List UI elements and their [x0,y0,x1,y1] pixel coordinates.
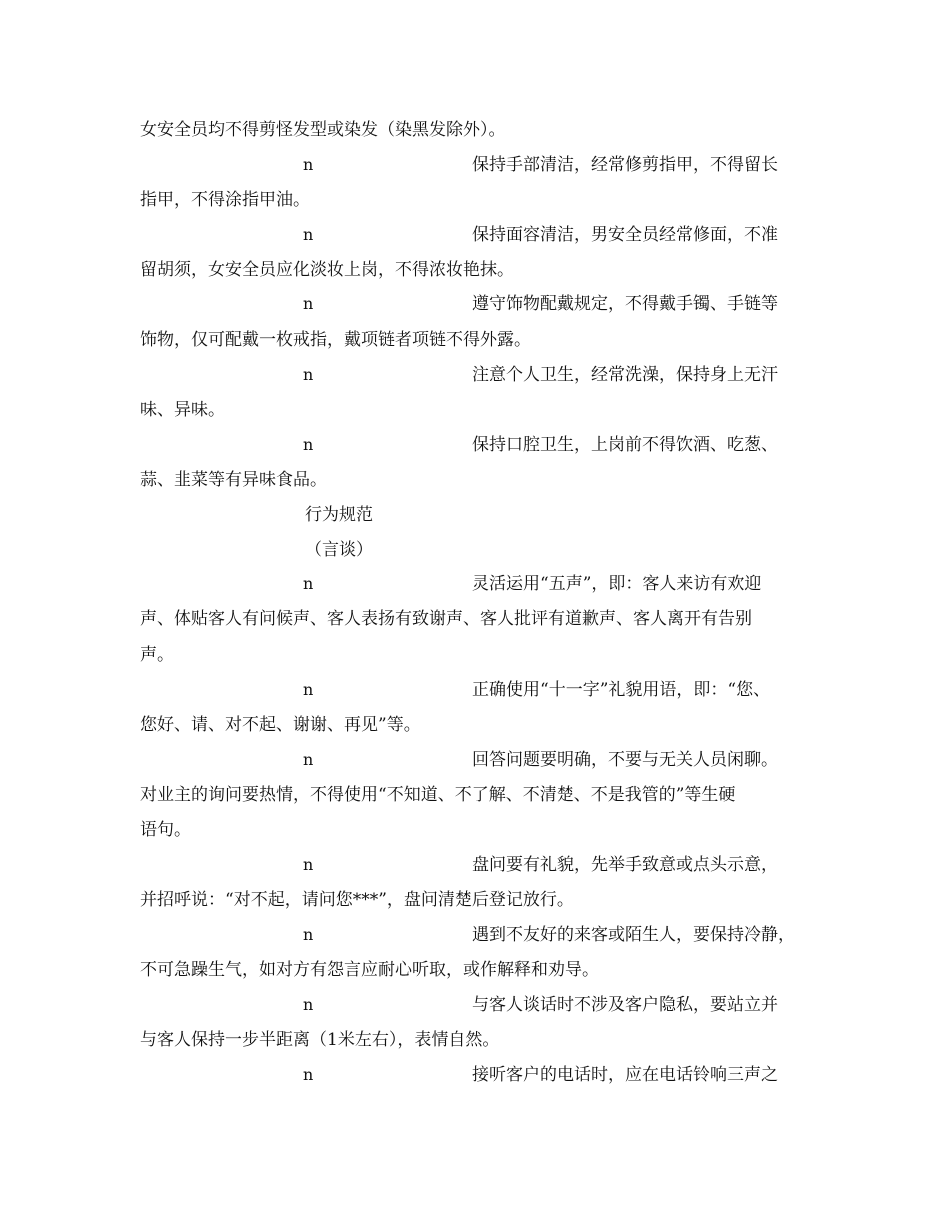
bullet-marker: n [303,225,314,244]
body-line: 语句。 [140,820,191,840]
bullet-text: 接听客户的电话时，应在电话铃响三声之 [472,1065,778,1085]
section-heading: 行为规范 [305,505,373,525]
bullet-marker: n [303,155,314,174]
bullet-text: 遵守饰物配戴规定，不得戴手镯、手链等 [472,294,778,314]
body-line: 声。 [140,645,174,665]
bullet-marker: n [303,435,314,454]
body-line: 蒜、韭菜等有异味食品。 [140,470,327,490]
body-line: 味、异味。 [140,400,225,420]
body-line: 不可急躁生气，如对方有怨言应耐心听取，或作解释和劝导。 [140,960,599,980]
body-line: 与客人保持一步半距离（1米左右），表情自然。 [140,1030,500,1050]
body-line: 对业主的询问要热情，不得使用“不知道、不了解、不清楚、不是我管的”等生硬 [140,785,736,805]
bullet-text: 遇到不友好的来客或陌生人，要保持冷静， [472,925,795,945]
bullet-marker: n [303,925,314,944]
body-line: 声、体贴客人有问候声、客人表扬有致谢声、客人批评有道歉声、客人离开有告别 [140,609,752,629]
bullet-marker: n [303,855,314,874]
body-line: 饰物，仅可配戴一枚戒指，戴项链者项链不得外露。 [140,330,531,350]
bullet-marker: n [303,294,314,313]
bullet-marker: n [303,995,314,1014]
bullet-text: 注意个人卫生，经常洗澡，保持身上无汗 [472,365,778,385]
bullet-text: 盘问要有礼貌，先举手致意或点头示意， [472,855,778,875]
bullet-text: 保持口腔卫生，上岗前不得饮酒、吃葱、 [472,435,778,455]
bullet-marker: n [303,1065,314,1084]
bullet-marker: n [303,574,314,593]
body-line: 女安全员均不得剪怪发型或染发（染黑发除外）。 [140,120,506,140]
body-line: 指甲，不得涂指甲油。 [140,190,310,210]
bullet-text: 保持面容清洁，男安全员经常修面，不准 [472,225,778,245]
bullet-text: 正确使用“十一字”礼貌用语，即：“您、 [472,680,771,700]
body-line: 并招呼说：“对不起，请问您***”，盘问清楚后登记放行。 [140,890,574,910]
body-line: 您好、请、对不起、谢谢、再见”等。 [140,715,421,735]
bullet-text: 回答问题要明确，不要与无关人员闲聊。 [472,750,778,770]
bullet-marker: n [303,365,314,384]
bullet-text: 保持手部清洁，经常修剪指甲，不得留长 [472,155,778,175]
bullet-marker: n [303,750,314,769]
bullet-text: 与客人谈话时不涉及客户隐私，要站立并 [472,995,778,1015]
section-subheading: （言谈） [305,540,373,560]
bullet-text: 灵活运用“五声”，即：客人来访有欢迎 [472,574,762,594]
bullet-marker: n [303,680,314,699]
body-line: 留胡须，女安全员应化淡妆上岗，不得浓妆艳抹。 [140,260,514,280]
